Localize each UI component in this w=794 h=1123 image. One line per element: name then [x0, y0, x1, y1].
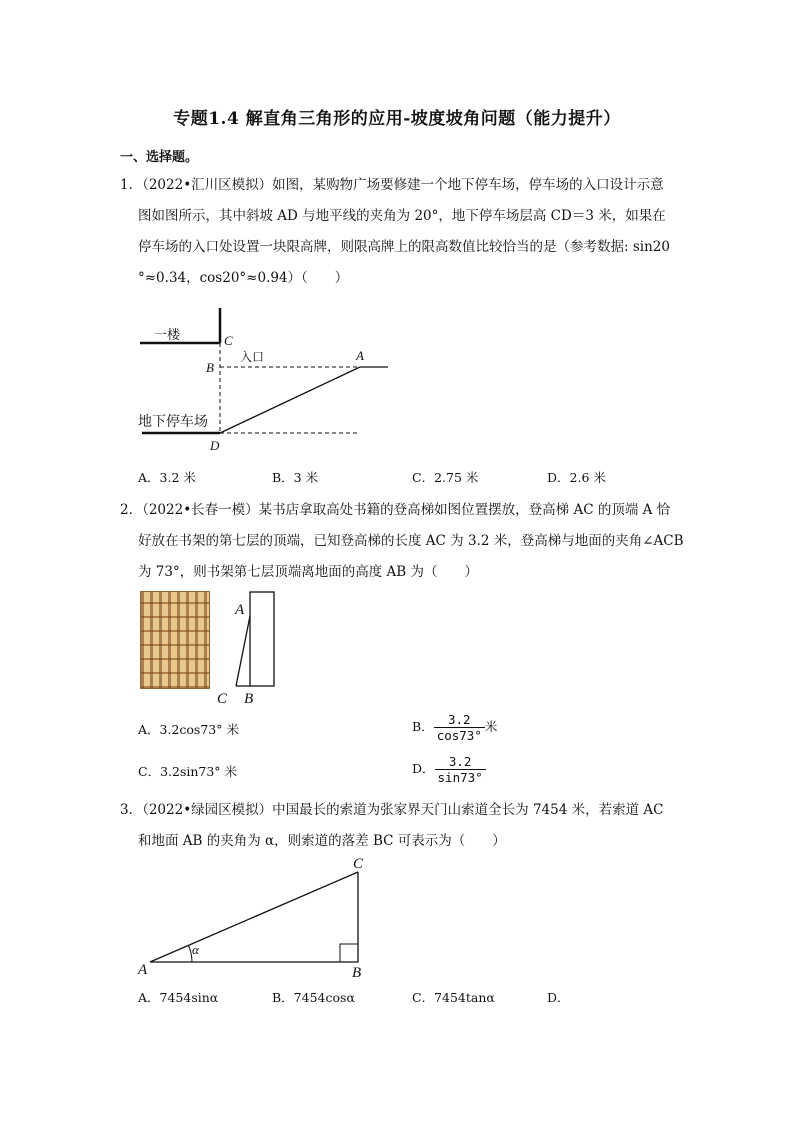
label-b: B: [206, 360, 214, 375]
label-a: A: [138, 962, 148, 978]
option-b-unit: 米: [484, 719, 498, 734]
q1-line-4: °≈0.34，cos20°≈0.94）（ ）: [138, 270, 349, 286]
label-entrance: 入口: [240, 350, 265, 364]
label-a: A: [235, 602, 245, 618]
option-b-fraction: [434, 712, 485, 743]
q2-line-2: 好放在书架的第七层的顶端，已知登高梯的长度 AC 为 3.2 米，登高梯与地面的夹角∠ACB: [138, 533, 684, 549]
q1-line-2: 图如图所示，其中斜坡 AD 与地平线的夹角为 20°，地下停车场层高 CD＝3 米，如果在: [138, 208, 666, 224]
q3-line-1: 3．（2022•绿园区模拟）中国最长的索道为张家界天门山索道全长为 7454 米，若索道 AC: [120, 802, 664, 818]
q3-figure: [134, 850, 384, 980]
q1-option-c[interactable]: C．2.75 米: [412, 470, 479, 485]
option-d-fraction: [435, 754, 486, 785]
q2-option-d[interactable]: [412, 754, 486, 785]
q3-option-b[interactable]: B．7454cosα: [272, 990, 355, 1005]
label-c: C: [353, 856, 364, 872]
slope-ad-line: [220, 367, 360, 433]
q3-option-d[interactable]: D．: [547, 990, 570, 1005]
cable-ac-line: [150, 872, 358, 962]
q2-option-a[interactable]: A．3.2cos73° 米: [138, 722, 239, 737]
q1-line-3: 停车场的入口处设置一块限高牌，则限高牌上的限高数值比较恰当的是（参考数据: sin20: [138, 239, 670, 255]
q2-line-3: 为 73°，则书架第七层顶端离地面的高度 AB 为（ ）: [138, 564, 478, 580]
label-b: B: [244, 691, 254, 706]
section-heading: 一、选择题。: [120, 150, 199, 165]
ladder-ac-line: [236, 616, 250, 686]
option-b-denominator: cos73°: [436, 728, 482, 743]
q1-option-a[interactable]: A．3.2 米: [138, 470, 196, 485]
q2-option-b[interactable]: [412, 712, 497, 743]
label-c: C: [217, 691, 228, 706]
label-b: B: [352, 965, 362, 980]
label-garage: 地下停车场: [138, 415, 208, 430]
option-b-prefix: B．: [412, 719, 434, 734]
label-a: A: [356, 348, 364, 363]
q2-option-c[interactable]: C．3.2sin73° 米: [138, 764, 238, 779]
label-floor1: 一楼: [154, 327, 181, 342]
q2-figure: [214, 586, 284, 706]
option-d-prefix: D．: [412, 761, 435, 776]
option-b-numerator: 3.2: [434, 712, 485, 728]
q2-line-1: 2．（2022•长春一模）某书店拿取高处书籍的登高梯如图位置摆放，登高梯 AC 的顶端 A 恰: [120, 502, 671, 518]
label-c: C: [224, 333, 233, 348]
q3-option-c[interactable]: C．7454tanα: [412, 990, 495, 1005]
option-d-denominator: sin73°: [437, 770, 483, 785]
q1-option-b[interactable]: B．3 米: [272, 470, 319, 485]
q3-line-2: 和地面 AB 的夹角为 α，则索道的落差 BC 可表示为（ ）: [138, 833, 506, 849]
q1-line-1: 1．（2022•汇川区模拟）如图，某购物广场要修建一个地下停车场，停车场的入口设计示意: [120, 177, 664, 193]
shelf-rect: [250, 592, 274, 686]
q1-option-d[interactable]: D．2.6 米: [547, 470, 606, 485]
label-d: D: [210, 438, 220, 453]
page-title: 专题1.4 解直角三角形的应用-坡度坡角问题（能力提升）: [173, 109, 621, 129]
q1-figure: [130, 300, 400, 460]
label-alpha: α: [192, 942, 199, 957]
q3-option-a[interactable]: A．7454sinα: [138, 990, 219, 1005]
bookshelf-photo: [140, 591, 210, 689]
right-angle-mark: [340, 944, 358, 962]
option-d-numerator: 3.2: [435, 754, 486, 770]
